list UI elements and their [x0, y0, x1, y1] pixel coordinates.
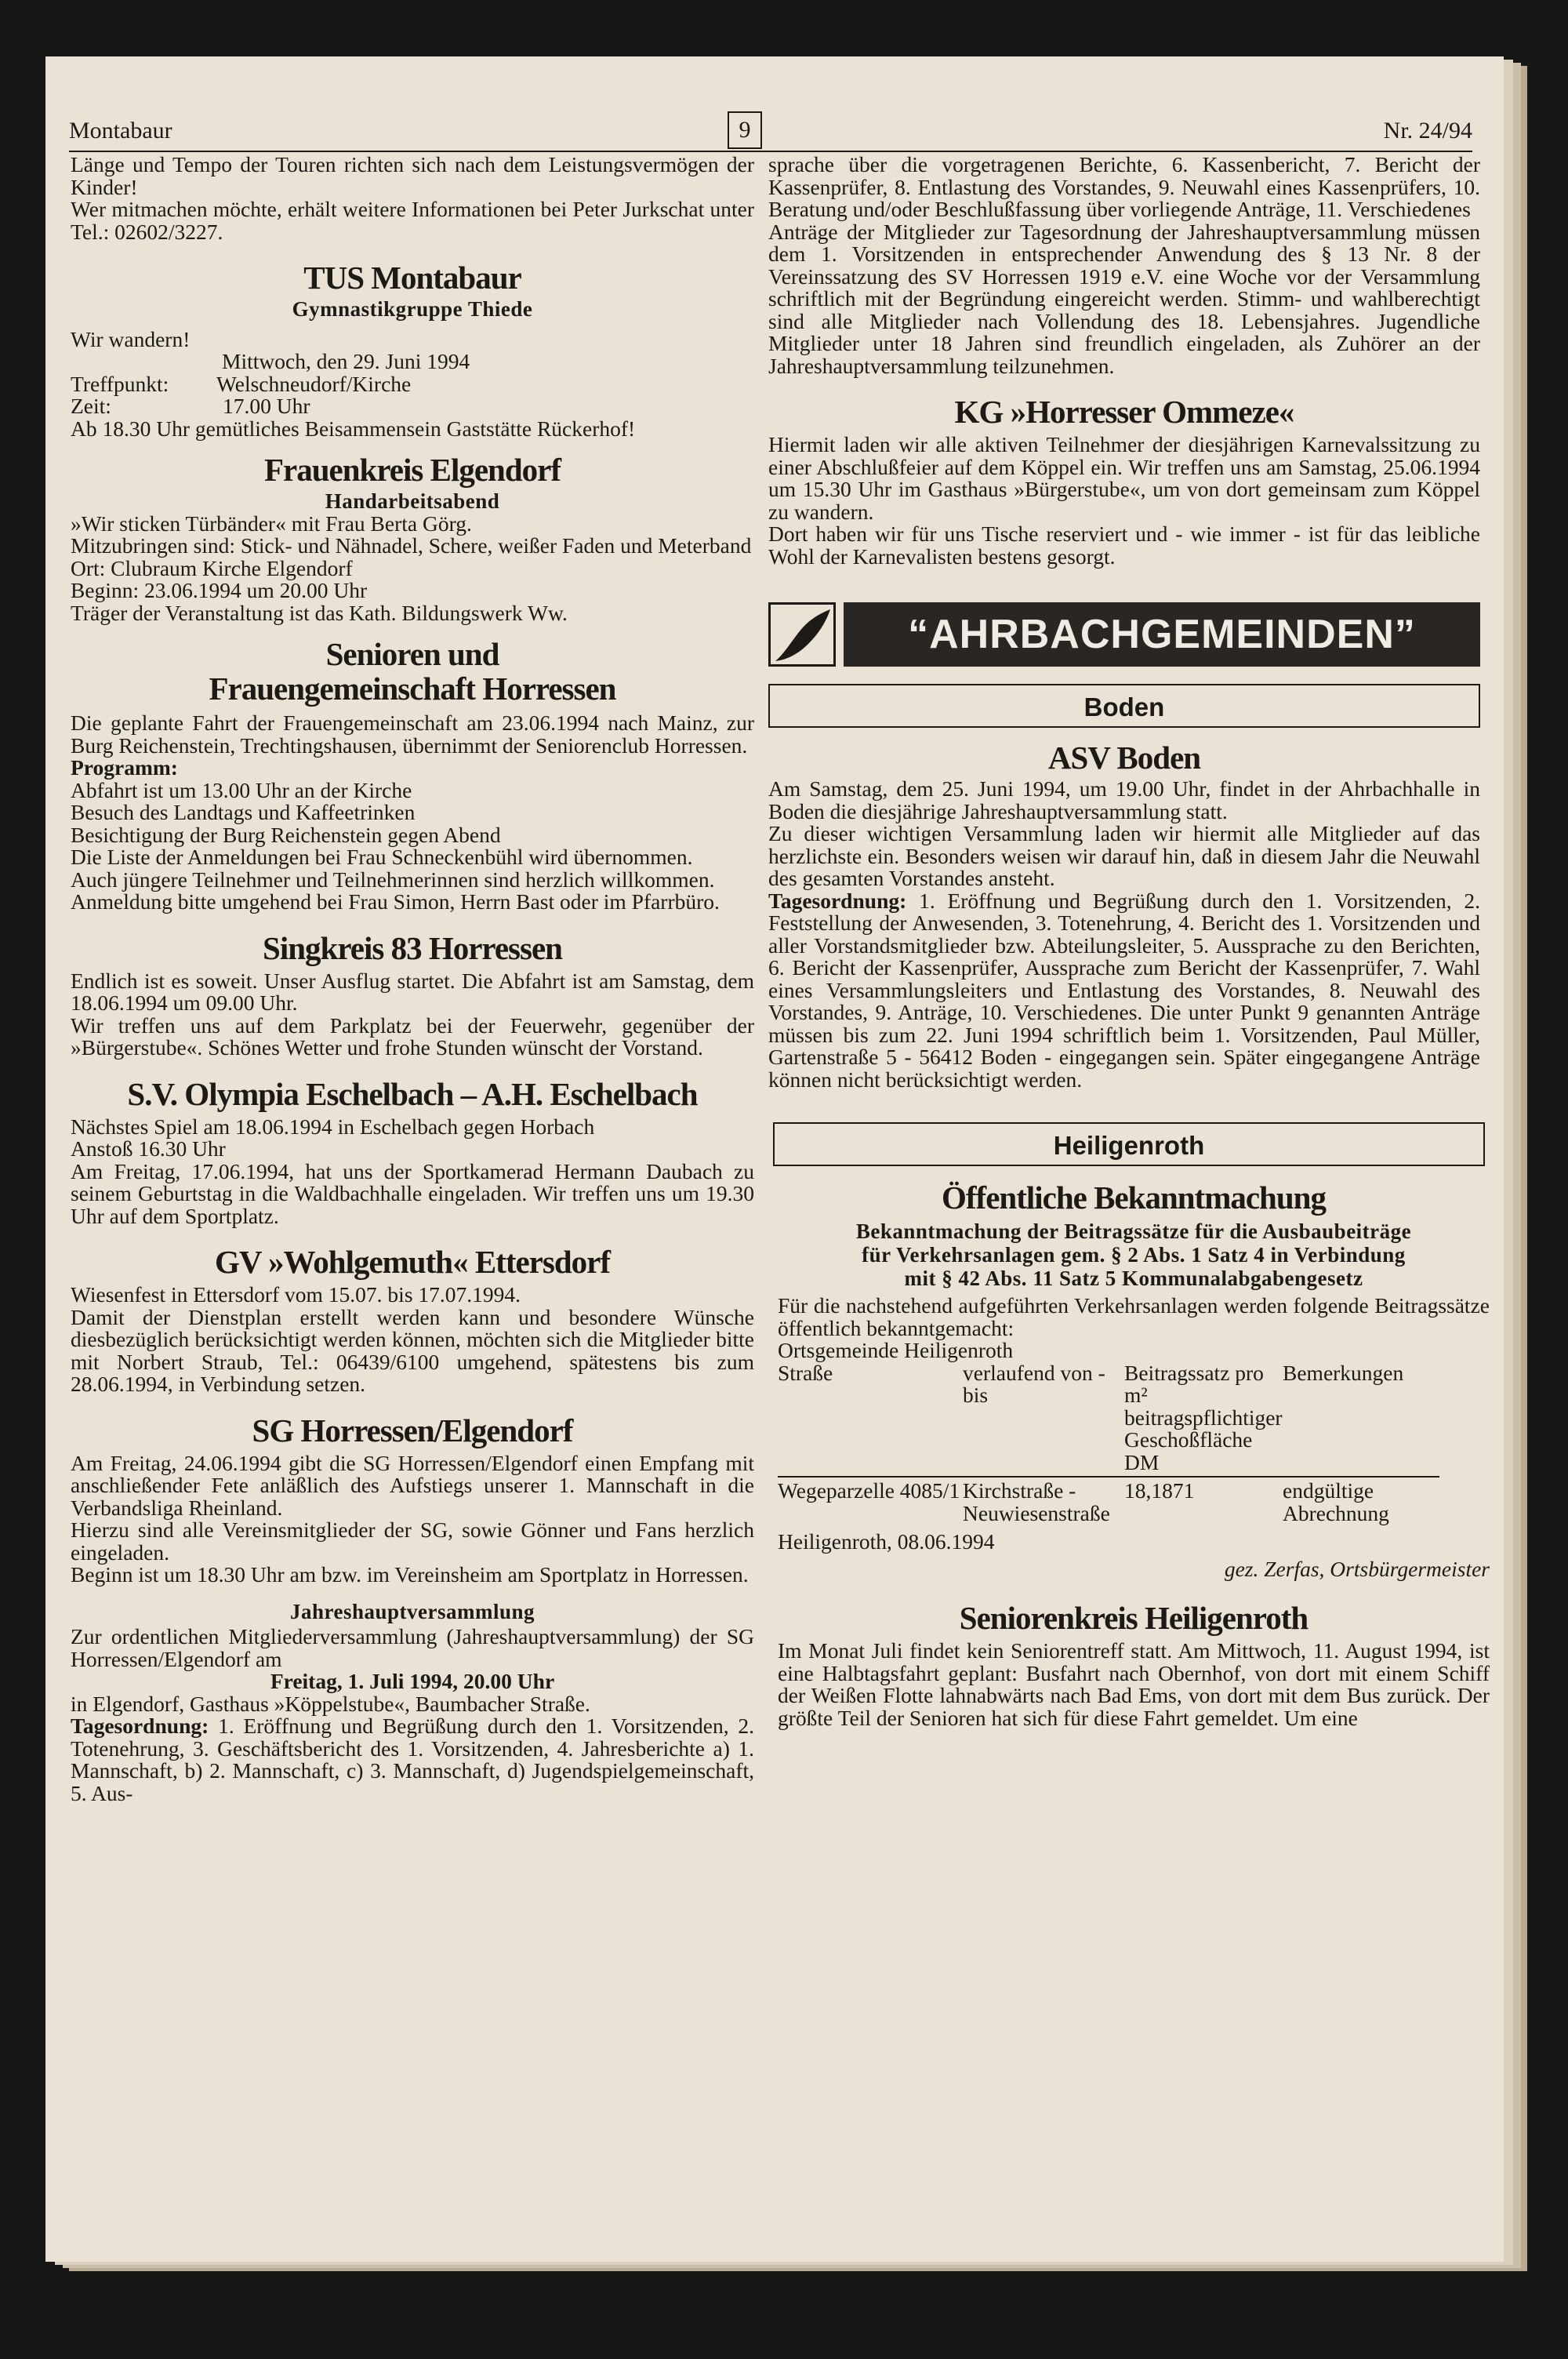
page-number: 9 [728, 111, 762, 149]
asv-paragraph: Am Samstag, dem 25. Juni 1994, um 19.00 Uhr, findet in der Ahrbachhalle in Boden die diesjährige Jahreshauptversammlung statt. [768, 776, 1480, 823]
banner-title: “AHRBACHGEMEINDEN” [844, 602, 1480, 667]
seniorenkreis-paragraph: Im Monat Juli findet kein Seniorentreff statt. Am Mittwoch, 11. August 1994, ist eine Halbtagsfahrt geplant: Busfahrt nach Obernhof, von dort mit einem Schiff der Weißen Flotte lahnabwärts nach Bad Ems, von dort mit dem Bus zurück. Der größte Teil der Senioren hat sich für diese Fahrt gemeldet. Um eine [778, 1638, 1490, 1730]
bekanntmachung-title: Öffentliche Bekanntmachung [942, 1180, 1326, 1216]
senioren-title-1: Senioren und [325, 636, 499, 672]
frauenkreis-line: »Wir sticken Türbänder« mit Frau Berta Görg. [71, 511, 472, 536]
frauenkreis-title: Frauenkreis Elgendorf [264, 452, 561, 488]
bekanntmachung-signature: gez. Zerfas, Ortsbürgermeister [1224, 1556, 1490, 1581]
tus-line-4: Zeit: 17.00 Uhr [71, 394, 310, 418]
tus-line-1: Wir wandern! [71, 326, 191, 351]
singkreis-paragraph: Endlich ist es soweit. Unser Ausflug startet. Die Abfahrt ist am Samstag, dem 18.06.1994 um 09.00 Uhr. [71, 968, 754, 1015]
asv-agenda: Tagesordnung: 1. Eröffnung und Begrüßung durch den 1. Vorsitzenden, 2. Feststellung der Anwesenden, 3. Totenehrung, 4. Bericht des 1. Vorsitzenden und aller Vorstandsmitglieder bzw. Abteilungsleiter, 5. Aussprache zu den Berichten, 6. Bericht der Kassenprüfer, Aussprache zum Bericht der Kassenprüfer, 7. Wahl eines Versammlungsleiters und Entlastung des Vorstandes, 8. Neuwahl des Vorstandes, 9. Anträge, 10. Verschiedenes. Die unter Punkt 9 genannten Anträge müssen bis zum 22. Juni 1994 schriftlich beim 1. Vorsitzenden, Paul Müller, Gartenstraße 5 - 56412 Boden - eingegangen sein. Später eingegangene Anträge können nicht berücksichtigt werden. [768, 888, 1480, 1092]
continued-paragraph: Anträge der Mitglieder zur Tagesordnung der Jahreshauptversammlung müssen dem 1. Vorsitzenden in entsprechender Anwendung des § 13 Nr. 8 der Vereinssatzung des SV Horressen 1919 e.V. eine Woche vor der Versammlung schriftlich mit der Begründung eingereicht werden. Stimm- und wahlberechtigt sind alle Mitglieder nach Vollendung des 18. Lebensjahres. Jugendliche Mitglieder unter 18 Jahren sind freundlich eingeladen, als Zuhörer an der Jahreshauptversammlung teilzunehmen. [768, 219, 1480, 378]
singkreis-paragraph: Wir treffen uns auf dem Parkplatz bei der Feuerwehr, gegenüber der »Bürgerstube«. Schönes Wetter und frohe Stunden wünscht der Vorstand. [71, 1012, 754, 1060]
sg-paragraph: Beginn ist um 18.30 Uhr am bzw. im Vereinsheim am Sportplatz in Horressen. [71, 1562, 749, 1587]
table-cell: 18,1871 [1124, 1478, 1195, 1503]
bekanntmachung [778, 1180, 1490, 1729]
jhv-date: Freitag, 1. Juli 1994, 20.00 Uhr [270, 1669, 555, 1693]
section-banner [768, 602, 1480, 667]
issue-number: Nr. 24/94 [1383, 118, 1472, 144]
frauenkreis-line: Träger der Veranstaltung ist das Kath. Bildungswerk Ww. [71, 600, 568, 625]
senioren-paragraph: Die geplante Fahrt der Frauengemeinschaft am 23.06.1994 nach Mainz, zur Burg Reichenstein, Trechtingshausen, übernimmt der Seniorenclub Horressen. [71, 711, 754, 758]
frauenkreis-line: Ort: Clubraum Kirche Elgendorf [71, 555, 353, 580]
table-cell: endgültige Abrechnung [1283, 1478, 1389, 1525]
intro-text-2: Wer mitmachen möchte, erhält weitere Informationen bei Peter Jurkschat unter Tel.: 02602/3227. [71, 197, 754, 244]
sg-paragraph: Hierzu sind alle Vereinsmitglieder der SG, sowie Gönner und Fans herzlich eingeladen. [71, 1518, 754, 1565]
asv-paragraph: Zu dieser wichtigen Versammlung laden wir hiermit alle Mitglieder auf das herzlichste ein. Besonders weisen wir darauf hin, daß in diesem Jahr die Neuwahl des gesamten Vorstandes ansteht. [768, 821, 1480, 890]
olympia-paragraph: Am Freitag, 17.06.1994, hat uns der Sportkamerad Hermann Daubach zu seinem Geburtstag in die Waldbachhalle eingeladen. Wir treffen uns um 19.30 Uhr auf dem Sportplatz. [71, 1158, 754, 1228]
frauenkreis-line: Beginn: 23.06.1994 um 20.00 Uhr [71, 578, 368, 602]
frauenkreis-line: Mitzubringen sind: Stick- und Nähnadel, Schere, weißer Faden und Meterband [71, 533, 752, 558]
frauenkreis-subtitle: Handarbeitsabend [325, 489, 500, 513]
olympia-title: S.V. Olympia Eschelbach – A.H. Eschelbach [127, 1075, 698, 1112]
olympia-line: Anstoß 16.30 Uhr [71, 1136, 226, 1161]
sg-paragraph: Am Freitag, 24.06.1994 gibt die SG Horressen/Elgendorf einen Empfang mit anschließender Fete anläßlich des Aufstiegs unserer 1. Mannschaft in die Verbandsliga Rheinland. [71, 1450, 754, 1520]
jhv-place: in Elgendorf, Gasthaus »Köppelstube«, Baumbacher Straße. [71, 1691, 590, 1716]
heiligenroth-label: Heiligenroth [773, 1122, 1485, 1166]
table-cell: Kirchstraße - Neuwiesenstraße [963, 1478, 1110, 1525]
intro-text-1: Länge und Tempo der Touren richten sich nach dem Leistungsvermögen der Kinder! [71, 152, 754, 199]
continued-paragraph: sprache über die vorgetragenen Berichte, 6. Kassenbericht, 7. Bericht der Kassenprüfer, 8. Entlastung des Vorstandes, 9. Neuwahl eines Kassenprüfers, 10. Beratung und/oder Beschlußfassung über vorliegende Anträge, 11. Verschiedenes [768, 152, 1480, 221]
senioren-programm-item: Besuch des Landtags und Kaffeetrinken [71, 800, 416, 824]
header-town: Montabaur [69, 118, 172, 144]
bekanntmachung-date: Heiligenroth, 08.06.1994 [778, 1529, 995, 1554]
right-column [768, 152, 1490, 1730]
kg-title: KG »Horresser Ommeze« [954, 394, 1294, 430]
table-header-cell: Beitragssatz pro m² beitragspflichtiger Geschoßfläche DM [1124, 1360, 1283, 1474]
asv-title: ASV Boden [1047, 740, 1201, 776]
tus-subtitle: Gymnastikgruppe Thiede [292, 297, 533, 321]
table-cell: Wegeparzelle 4085/1 [778, 1478, 960, 1503]
bekanntmachung-subtitle: Bekanntmachung der Beitragssätze für die Ausbaubeiträge für Verkehrsanlagen gem. § 2 Abs. 1 Satz 4 in Verbindung mit § 42 Abs. 11 Satz 5 Kommunalabgabengesetz [855, 1219, 1412, 1290]
senioren-paragraph: Auch jüngere Teilnehmer und Teilnehmerinnen sind herzlich willkommen. [71, 867, 715, 892]
seniorenkreis-title: Seniorenkreis Heiligenroth [959, 1600, 1308, 1636]
table-header-cell: verlaufend von - bis [963, 1360, 1105, 1407]
jhv-agenda: Tagesordnung: 1. Eröffnung und Begrüßung durch den 1. Vorsitzenden, 2. Totenehrung, 3. Geschäftsbericht des 1. Vorsitzenden, 4. Jahresberichte a) 1. Mannschaft, b) 2. Mannschaft, c) 3. Mannschaft, d) Jugendspielgemeinschaft, 5. Aus- [71, 1714, 754, 1805]
bekanntmachung-ort: Ortsgemeinde Heiligenroth [778, 1338, 1014, 1362]
table-row [778, 1480, 1490, 1525]
ahrbach-logo [768, 602, 836, 667]
jhv-paragraph: Zur ordentlichen Mitgliederversammlung (Jahreshauptversammlung) der SG Horressen/Elgendorf am [71, 1624, 754, 1671]
senioren-title-2: Frauengemeinschaft Horressen [209, 671, 616, 707]
newspaper-page [45, 56, 1504, 2262]
tus-line-2: Mittwoch, den 29. Juni 1994 [222, 349, 470, 373]
gv-line: Wiesenfest in Ettersdorf vom 15.07. bis 17.07.1994. [71, 1282, 521, 1307]
bekanntmachung-paragraph: Für die nachstehend aufgeführten Verkehrsanlagen werden folgende Beitragssätze öffentlich bekanntgemacht: [778, 1293, 1490, 1340]
gv-title: GV »Wohlgemuth« Ettersdorf [215, 1244, 610, 1280]
left-column [71, 154, 754, 1805]
table-rule [778, 1476, 1439, 1478]
sg-title: SG Horressen/Elgendorf [252, 1412, 573, 1448]
tus-line-3: Treffpunkt: Welschneudorf/Kirche [71, 371, 412, 396]
table-header-cell: Straße [778, 1360, 833, 1385]
olympia-line: Nächstes Spiel am 18.06.1994 in Eschelbach gegen Horbach [71, 1114, 595, 1139]
jhv-title: Jahreshauptversammlung [289, 1599, 535, 1623]
beitrag-table-header [778, 1362, 1490, 1474]
tus-title: TUS Montabaur [303, 260, 521, 296]
kg-paragraph: Hiermit laden wir alle aktiven Teilnehmer der diesjährigen Karnevalssitzung zu einer Abschlußfeier auf dem Köppel ein. Wir treffen uns am Samstag, 25.06.1994 um 15.30 Uhr im Gasthaus »Bürgerstube«, um von dort gemeinsam zum Köppel zu wandern. [768, 432, 1480, 524]
senioren-programm-item: Besichtigung der Burg Reichenstein gegen Abend [71, 822, 501, 847]
boden-label: Boden [768, 684, 1480, 728]
kg-paragraph: Dort haben wir für uns Tische reserviert und - wie immer - ist für das leibliche Wohl der Karnevalisten bestens gesorgt. [768, 522, 1480, 569]
singkreis-title: Singkreis 83 Horressen [263, 929, 562, 966]
senioren-paragraph: Die Liste der Anmeldungen bei Frau Schneckenbühl wird übernommen. [71, 845, 693, 869]
table-header-cell: Bemerkungen [1283, 1360, 1404, 1385]
tus-line-5: Ab 18.30 Uhr gemütliches Beisammensein Gaststätte Rückerhof! [71, 416, 636, 441]
leaf-icon [771, 605, 833, 664]
senioren-programm-label: Programm: [71, 755, 178, 780]
gv-paragraph: Damit der Dienstplan erstellt werden kann und besondere Wünsche diesbezüglich berücksichtigt werden können, möchten sich die Mitglieder bitte mit Norbert Straub, Tel.: 06439/6100 umgehend, spätestens bis zum 28.06.1994, in Verbindung setzen. [71, 1304, 754, 1396]
senioren-programm-item: Abfahrt ist um 13.00 Uhr an der Kirche [71, 777, 412, 802]
senioren-paragraph: Anmeldung bitte umgehend bei Frau Simon, Herrn Bast oder im Pfarrbüro. [71, 889, 720, 914]
